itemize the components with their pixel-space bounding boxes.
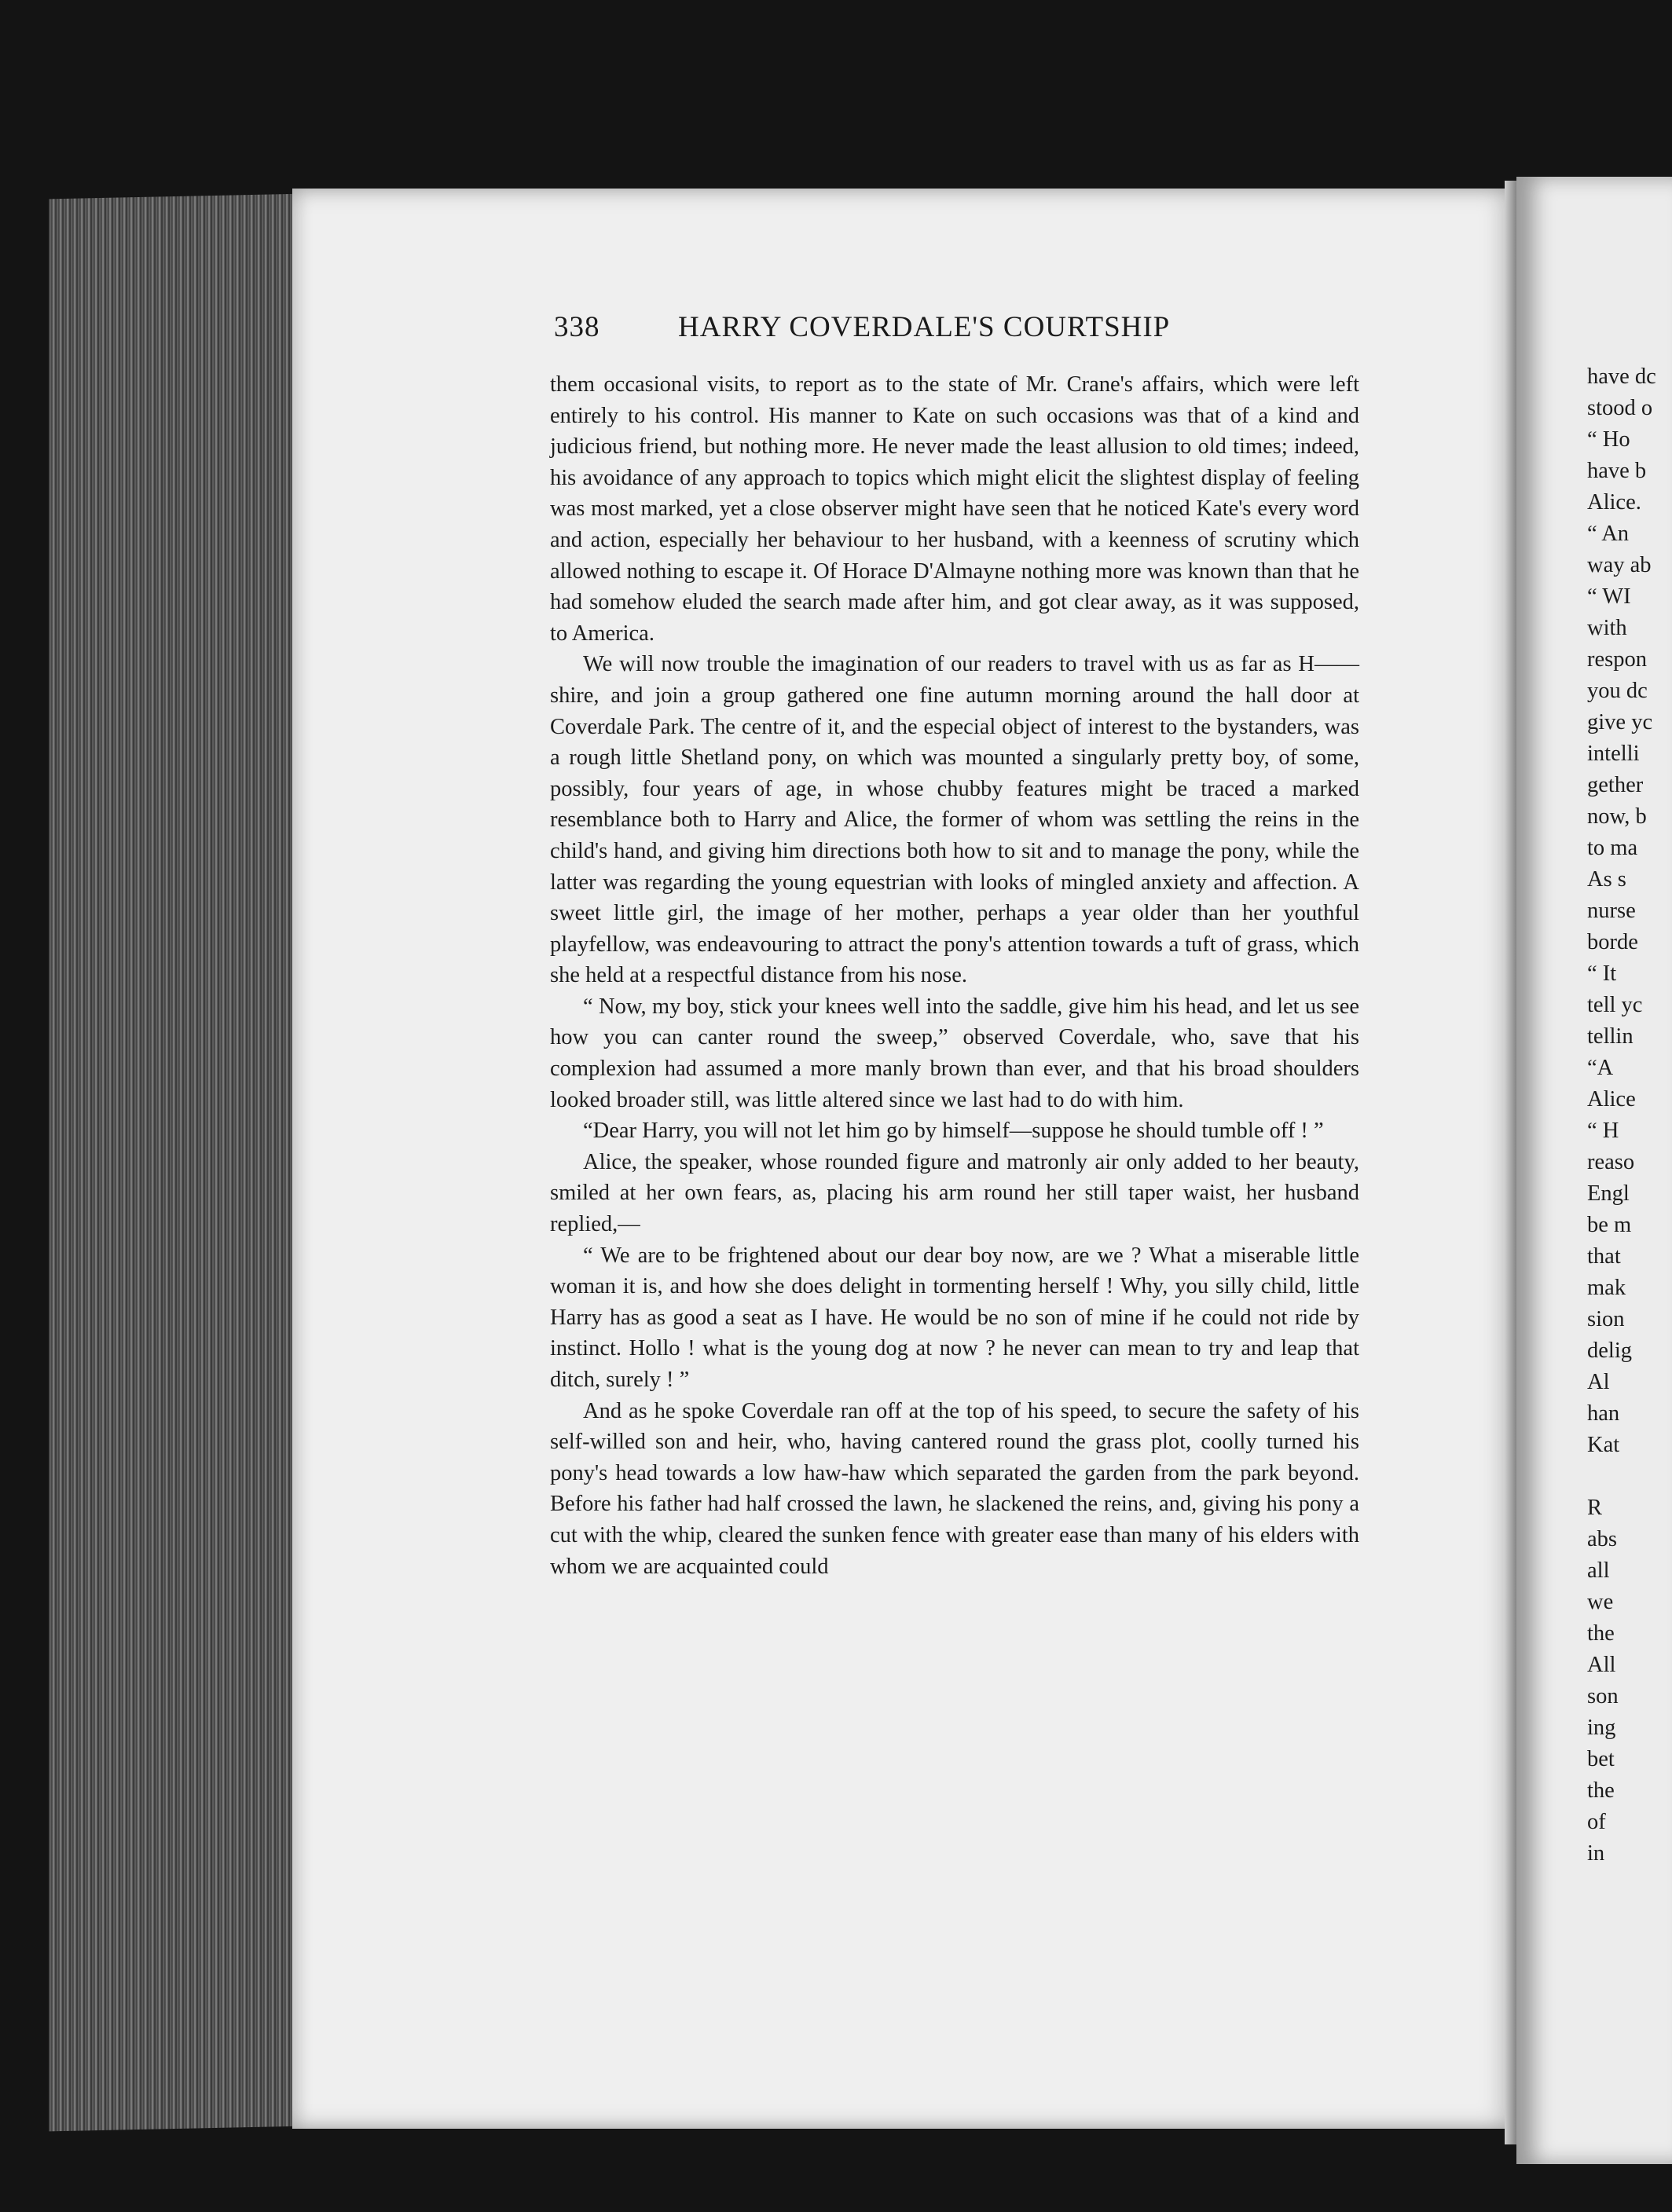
right-page-line: gether	[1587, 773, 1644, 797]
book-page-edges	[49, 194, 303, 2132]
right-page-line: to ma	[1587, 836, 1638, 860]
right-page-line: “ It	[1587, 961, 1617, 986]
right-page-line: the	[1587, 1778, 1615, 1803]
paragraph: “ We are to be frightened about our dear boy now, are we ? What a miserable little woman it is, and how she does delight in tormenting herself ! Why, you silly child, little Harry has as good a seat as I have. He would be no son of mine if he could not ride by instinct. Hollo ! what is the young dog at now ? he never can mean to try and leap that ditch, surely ! ”	[550, 1243, 1359, 1392]
right-page-line: we	[1587, 1590, 1614, 1614]
right-page-line: all	[1587, 1558, 1610, 1583]
right-page-line: delig	[1587, 1339, 1632, 1363]
right-page-line: now, b	[1587, 804, 1647, 829]
right-page-line: abs	[1587, 1527, 1617, 1551]
right-page-line: in	[1587, 1841, 1605, 1866]
paragraph: “ Now, my boy, stick your knees well into the saddle, give him his head, and let us see how you can canter round the sweep,” observed Coverdale, who, save that his complexion had assumed a more manly brown than ever, and that his broad shoulders looked broader still, was little altered since we last had to do with him.	[550, 994, 1359, 1112]
running-title: HARRY COVERDALE'S COURTSHIP	[678, 311, 1171, 343]
right-page-line: intelli	[1587, 742, 1640, 766]
right-page-text-fragments	[1587, 361, 1672, 1870]
right-page-line: you dc	[1587, 679, 1648, 703]
right-page-line: ing	[1587, 1716, 1616, 1740]
right-page-line: R	[1587, 1496, 1603, 1520]
right-page-line: “ H	[1587, 1119, 1619, 1143]
right-page-line	[1587, 1461, 1672, 1492]
right-page-line: “ WI	[1587, 584, 1631, 609]
right-page-line: Alice	[1587, 1087, 1636, 1111]
right-page-line: Kat	[1587, 1433, 1620, 1457]
right-page-line: borde	[1587, 930, 1638, 954]
right-page-line: mak	[1587, 1276, 1626, 1300]
right-page-line: respon	[1587, 647, 1647, 672]
right-page-line: Engl	[1587, 1181, 1630, 1206]
right-page-line: that	[1587, 1244, 1621, 1269]
right-page-line: Al	[1587, 1370, 1610, 1394]
paragraph: We will now trouble the imagination of our readers to travel with us as far as H——shire, and join a group gathered one fine autumn morning around the hall door at Coverdale Park. The centre of it, and the especial object of interest to the bystanders, was a rough little Shetland pony, on which was mounted a singularly pretty boy, of some, possibly, four years of age, in whose chubby features might be traced a marked resemblance both to Harry and Alice, the former of whom was settling the reins in the child's hand, and giving him directions both how to sit and to manage the pony, while the latter was regarding the young equestrian with looks of mingled anxiety and affection. A sweet little girl, the image of her mother, perhaps a year older than her youthful playfellow, was endeavouring to attract the pony's attention towards a tuft of grass, which she held at a respectful distance from his nose.	[550, 652, 1359, 988]
right-page-line: way ab	[1587, 553, 1652, 577]
right-page-line: give yc	[1587, 710, 1653, 734]
right-page-line: “ An	[1587, 522, 1630, 546]
right-page-line: nurse	[1587, 899, 1636, 923]
right-page-line: All	[1587, 1653, 1616, 1677]
right-page-line: “A	[1587, 1056, 1614, 1080]
paragraph: them occasional visits, to report as to the state of Mr. Crane's affairs, which were left entirely to his control. His manner to Kate on such occasions was that of a kind and judicious friend, but nothing more. He never made the least allusion to old times; indeed, his avoidance of any approach to topics which might elicit the slightest display of feeling was most marked, yet a close observer might have seen that he noticed Kate's every word and action, especially her behaviour to her husband, with a keenness of scrutiny which allowed nothing to escape it. Of Horace D'Almayne nothing more was known than that he had somehow eluded the search made after him, and got clear away, as it was supposed, to America.	[550, 372, 1359, 646]
right-page-line: with	[1587, 616, 1627, 640]
right-page-line: sion	[1587, 1307, 1625, 1331]
right-page-line: stood o	[1587, 396, 1653, 420]
right-page-line: the	[1587, 1621, 1615, 1646]
right-page-line: son	[1587, 1684, 1619, 1708]
page-number: 338	[554, 311, 600, 343]
right-page-line: bet	[1587, 1747, 1615, 1771]
paragraph: And as he spoke Coverdale ran off at the top of his speed, to secure the safety of his self-willed son and heir, who, having cantered round the grass plot, coolly turned his pony's head towards a low haw-haw which separated the garden from the park beyond. Before his father had half crossed the lawn, he slackened the reins, and, giving his pony a cut with the whip, cleared the sunken fence with greater ease than many of his elders with whom we are acquainted could	[550, 1398, 1359, 1579]
right-page-line: be m	[1587, 1213, 1632, 1237]
right-page-line: reaso	[1587, 1150, 1635, 1174]
running-header	[554, 310, 1238, 357]
right-page-line: of	[1587, 1810, 1606, 1834]
paragraph: Alice, the speaker, whose rounded figure and matronly air only added to her beauty, smiled at her own fears, as, placing his arm round her still taper waist, her husband replied,—	[550, 1149, 1359, 1237]
right-page-line: tellin	[1587, 1024, 1634, 1049]
right-page-line: have b	[1587, 459, 1647, 483]
paragraph: “Dear Harry, you will not let him go by himself—suppose he should tumble off ! ”	[583, 1119, 1324, 1144]
right-page-line: tell yc	[1587, 993, 1643, 1017]
right-page-line: have dc	[1587, 364, 1656, 389]
right-page-line: As s	[1587, 867, 1626, 892]
right-page-line: han	[1587, 1401, 1620, 1426]
right-page-line: “ Ho	[1587, 427, 1630, 452]
body-text	[550, 369, 1359, 1582]
right-page-line: Alice.	[1587, 490, 1641, 515]
